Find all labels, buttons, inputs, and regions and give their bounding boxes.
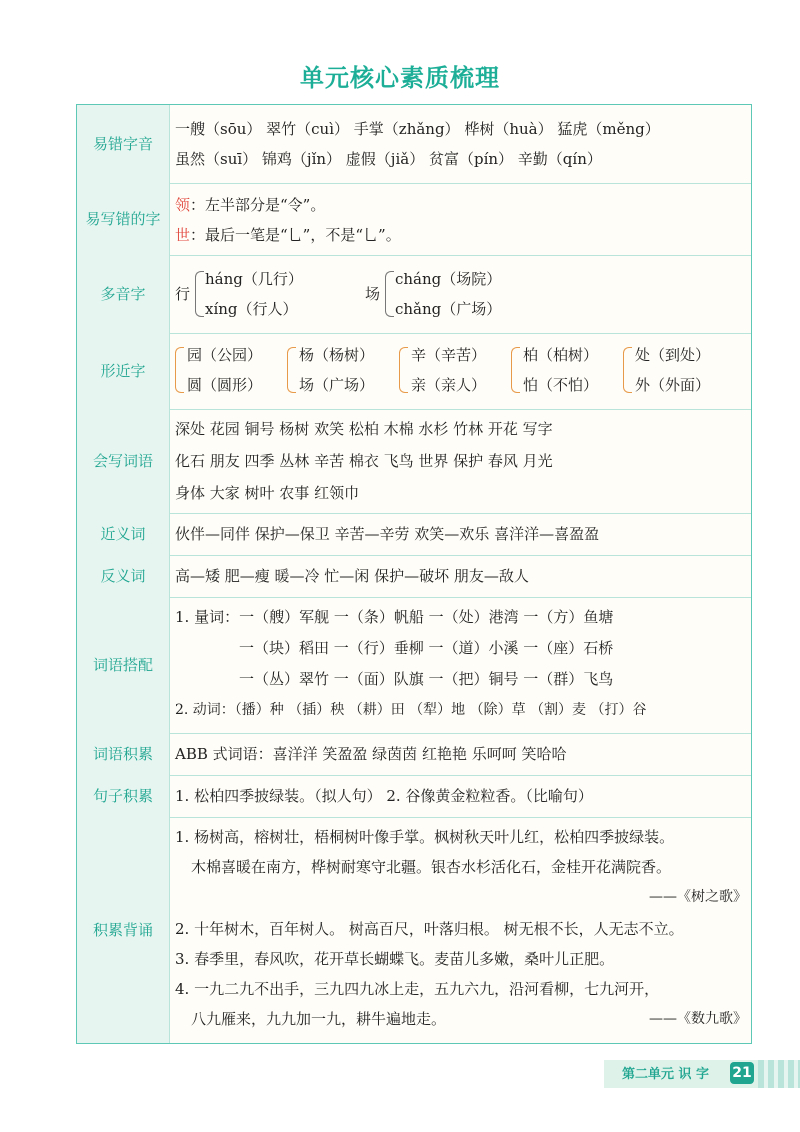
collocation-line: 一（块）稻田 一（行）垂柳 一（道）小溪 一（座）石桥	[239, 639, 614, 657]
highlight-char: 领	[175, 196, 191, 214]
vocab-line: 化石 朋友 四季 丛林 辛苦 棉衣 飞鸟 世界 保护 春风 月光	[175, 452, 553, 470]
brace-icon	[399, 347, 408, 393]
recitation-line: 八九雁来，九九加一九，耕牛遍地走。	[191, 1010, 447, 1028]
synonym-line: 伙伴—同伴 保护—保卫 辛苦—辛劳 欢笑—欢乐 喜洋洋—喜盈盈	[175, 525, 600, 543]
pronunciation-line-1: 一艘（sōu） 翠竹（cuì） 手掌（zhǎng） 桦树（huà） 猛虎（měng）	[175, 120, 660, 138]
row-word-accumulation	[77, 733, 751, 776]
recitation-line: 2. 十年树木，百年树人。 树高百尺，叶落归根。 树无根不长，人无志不立。	[175, 920, 684, 938]
antonym-line: 高—矮 肥—瘦 暖—冷 忙—闲 保护—破坏 朋友—敌人	[175, 567, 529, 585]
note-text: ：左半部分是“令”。	[190, 196, 326, 214]
page-title: 单元核心素质梳理	[300, 64, 500, 92]
similar-char: 场（广场）	[299, 376, 375, 394]
collocation-line: 1. 量词：一（艘）军舰 一（条）帆船 一（处）港湾 一（方）鱼塘	[175, 608, 614, 626]
row-synonyms	[77, 513, 751, 556]
reading-a: cháng（场院）	[395, 270, 502, 288]
pronunciation-line-2: 虽然（suī） 锦鸡（jǐn） 虚假（jiǎ） 贫富（pín） 辛勤（qín）	[175, 150, 602, 168]
row-vocabulary	[77, 409, 751, 514]
recitation-line: 3. 春季里，春风吹，花开草长蝴蝶飞。麦苗儿多嫩，桑叶儿正肥。	[175, 950, 615, 968]
brace-icon	[511, 347, 520, 393]
row-label: 词语搭配	[77, 597, 170, 733]
writing-note-2	[175, 223, 401, 247]
row-label: 积累背诵	[77, 817, 170, 1043]
brace-icon	[385, 271, 394, 317]
recitation-line: 木棉喜暖在南方，桦树耐寒守北疆。银杏水杉活化石，金桂开花满院香。	[191, 858, 672, 876]
reading-b: xíng（行人）	[205, 300, 298, 318]
summary-table	[76, 104, 752, 1044]
recitation-source: ——《树之歌》	[649, 889, 747, 905]
similar-char: 杨（杨树）	[299, 346, 375, 364]
reading-b: chǎng（广场）	[395, 300, 502, 318]
row-label: 词语积累	[77, 733, 170, 775]
brace-icon	[287, 347, 296, 393]
similar-char: 怕（不怕）	[523, 376, 599, 394]
row-antonyms	[77, 555, 751, 598]
brace-icon	[195, 271, 204, 317]
sentence-line: 1. 松柏四季披绿装。（拟人句） 2. 谷像黄金粒粒香。（比喻句）	[175, 787, 593, 805]
row-label: 反义词	[77, 555, 170, 597]
collocation-line: 2. 动词：（播）种 （插）秧 （耕）田 （犁）地 （除）草 （割）麦 （打）谷	[175, 702, 647, 718]
highlight-char: 世	[175, 226, 191, 244]
row-sentence-accumulation	[77, 775, 751, 818]
recitation-source: ——《数九歌》	[649, 1011, 747, 1027]
similar-char: 外（外面）	[635, 376, 711, 394]
row-similar-chars	[77, 333, 751, 410]
vocab-line: 深处 花园 铜号 杨树 欢笑 松柏 木棉 水杉 竹林 开花 写字	[175, 420, 553, 438]
polyphonic-char: 场	[365, 285, 381, 303]
similar-char: 辛（辛苦）	[411, 346, 487, 364]
row-label: 近义词	[77, 513, 170, 555]
row-label-part: 易写错	[85, 210, 131, 228]
brace-icon	[623, 347, 632, 393]
row-error-prone-pronunciation	[77, 105, 751, 184]
recitation-line: 4. 一九二九不出手，三九四九冰上走，五九六九，沿河看柳，七九河开，	[175, 980, 660, 998]
recitation-line: 1. 杨树高，榕树壮，梧桐树叶像手掌。枫树秋天叶儿红，松柏四季披绿装。	[175, 828, 675, 846]
row-label: 句子积累	[77, 775, 170, 817]
polyphonic-char: 行	[175, 285, 191, 303]
row-collocations	[77, 597, 751, 734]
row-label: 易错字音	[77, 105, 170, 183]
row-label-part: 的字	[130, 210, 161, 228]
note-text: ：最后一笔是“乚”，不是“乚”。	[190, 226, 401, 244]
row-polyphonic	[77, 255, 751, 334]
footer-unit-label: 第二单元 识 字	[622, 1067, 710, 1082]
row-error-prone-writing	[77, 183, 751, 256]
similar-char: 处（到处）	[635, 346, 711, 364]
row-label: 会写词语	[77, 409, 170, 513]
row-label: 多音字	[77, 255, 170, 333]
writing-note-1	[175, 193, 325, 217]
similar-char: 园（公园）	[187, 346, 263, 364]
page-number: 21	[730, 1062, 754, 1084]
brace-icon	[175, 347, 184, 393]
vocab-line: 身体 大家 树叶 农事 红领巾	[175, 484, 360, 502]
similar-char: 柏（柏树）	[523, 346, 599, 364]
accumulation-line: ABB 式词语：喜洋洋 笑盈盈 绿茵茵 红艳艳 乐呵呵 笑哈哈	[175, 745, 567, 763]
similar-char: 圆（圆形）	[187, 376, 263, 394]
footer-decoration	[758, 1060, 800, 1088]
similar-char: 亲（亲人）	[411, 376, 487, 394]
row-label: 形近字	[77, 333, 170, 409]
collocation-line: 一（丛）翠竹 一（面）队旗 一（把）铜号 一（群）飞鸟	[239, 670, 614, 688]
reading-a: háng（几行）	[205, 270, 303, 288]
row-label	[77, 183, 170, 255]
row-recitation	[77, 817, 751, 1043]
